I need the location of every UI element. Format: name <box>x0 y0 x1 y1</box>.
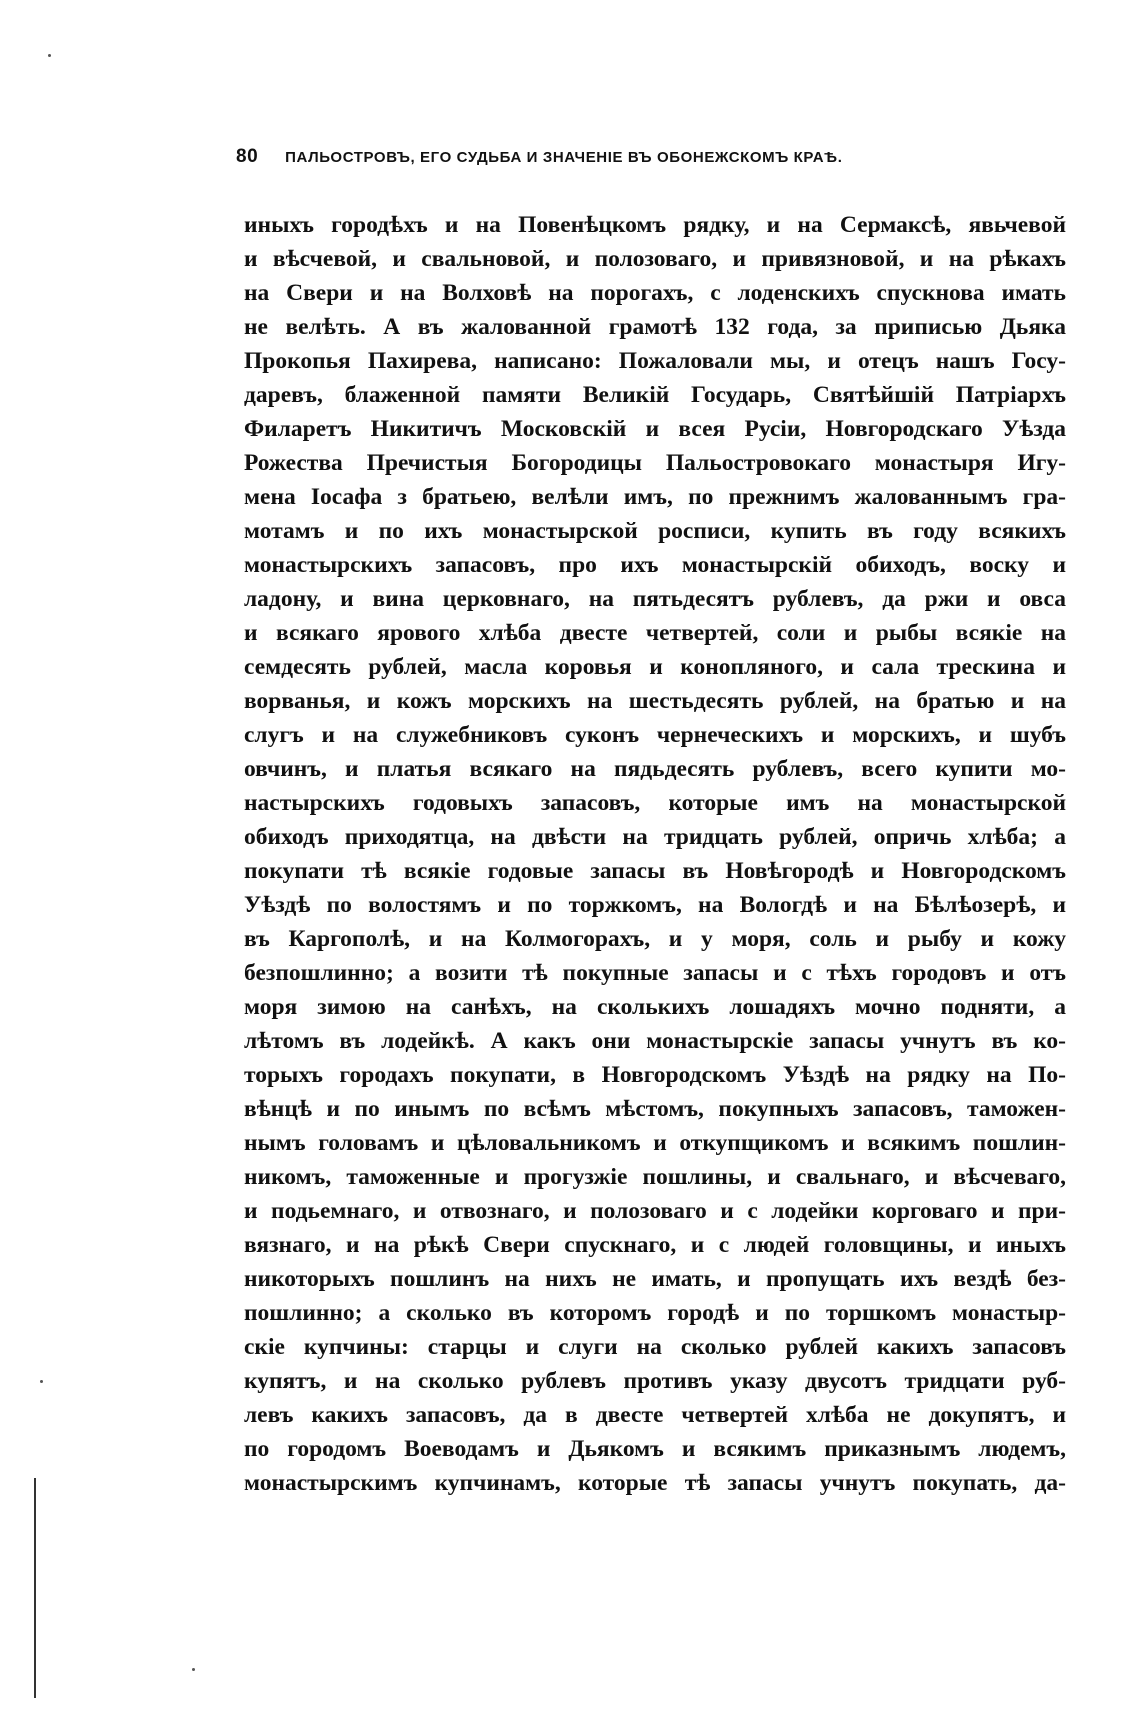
text-line: въ Каргополѣ, и на Колмогорахъ, и у моря, соль и рыбу и кожу <box>244 926 1066 952</box>
text-line: Уѣздѣ по волостямъ и по торжкомъ, на Вологдѣ и на Бѣлѣозерѣ, и <box>244 892 1066 918</box>
scan-margin-mark <box>34 1478 36 1698</box>
text-line: на Свери и на Волховѣ на порогахъ, с лоденскихъ спускнова имать <box>244 280 1066 306</box>
text-line: лѣтомъ въ лодейкѣ. А какъ они монастырскіе запасы учнутъ въ ко- <box>244 1028 1066 1054</box>
text-line: пошлинно; а сколько въ которомъ городѣ и по торшкомъ монастыр- <box>244 1300 1066 1326</box>
text-line: не велѣть. А въ жалованной грамотѣ 132 года, за приписью Дьяка <box>244 314 1066 340</box>
text-line: вязнаго, и на рѣкѣ Свери спускнаго, и с людей головщины, и иныхъ <box>244 1232 1066 1258</box>
scan-speck <box>40 1380 43 1383</box>
text-line: ладону, и вина церковнаго, на пятьдесятъ рублевъ, да ржи и овса <box>244 586 1066 612</box>
text-line: скіе купчины: старцы и слуги на сколько рублей какихъ запасовъ <box>244 1334 1066 1360</box>
text-line: и подьемнаго, и отвознаго, и полозоваго и с лодейки корговаго и при- <box>244 1198 1066 1224</box>
text-line: мена Іосафа з братьею, велѣли имъ, по прежнимъ жалованнымъ гра- <box>244 484 1066 510</box>
text-line: слугъ и на служебниковъ суконъ чернеческихъ и морскихъ, и шубъ <box>244 722 1066 748</box>
text-line: никомъ, таможенные и прогузжіе пошлины, и свальнаго, и вѣсчеваго, <box>244 1164 1066 1190</box>
text-line: безпошлинно; а возити тѣ покупные запасы и с тѣхъ городовъ и отъ <box>244 960 1066 986</box>
text-line: Филаретъ Никитичъ Московскій и всея Русіи, Новгородскаго Уѣзда <box>244 416 1066 442</box>
text-line: семдесять рублей, масла коровья и конопляного, и сала трескина и <box>244 654 1066 680</box>
text-line: овчинъ, и платья всякаго на пядьдесять рублевъ, всего купити мо- <box>244 756 1066 782</box>
scan-speck <box>192 1668 195 1671</box>
text-line: никоторыхъ пошлинъ на нихъ не имать, и пропущать ихъ вездѣ без- <box>244 1266 1066 1292</box>
text-line: настырскихъ годовыхъ запасовъ, которые имъ на монастырской <box>244 790 1066 816</box>
text-line: нымъ головамъ и цѣловальникомъ и откупщикомъ и всякимъ пошлин- <box>244 1130 1066 1156</box>
text-line: купятъ, и на сколько рублевъ противъ указу двусотъ тридцати руб- <box>244 1368 1066 1394</box>
running-head <box>236 146 1026 170</box>
text-line: левъ какихъ запасовъ, да в двесте четвертей хлѣба не докупятъ, и <box>244 1402 1066 1428</box>
text-line: торыхъ городахъ покупати, в Новгородскомъ Уѣздѣ на рядку на По- <box>244 1062 1066 1088</box>
text-line: ворванья, и кожъ морскихъ на шестьдесять рублей, на братью и на <box>244 688 1066 714</box>
text-line: обиходъ приходятца, на двѣсти на тридцать рублей, опричь хлѣба; а <box>244 824 1066 850</box>
text-line: и вѣсчевой, и свальновой, и полозоваго, и привязновой, и на рѣкахъ <box>244 246 1066 272</box>
text-line: даревъ, блаженной памяти Великій Государь, Святѣйшій Патріархъ <box>244 382 1066 408</box>
text-line: Прокопья Пахирева, написано: Пожаловали мы, и отецъ нашъ Госу- <box>244 348 1066 374</box>
text-line: вѣнцѣ и по инымъ по всѣмъ мѣстомъ, покупныхъ запасовъ, таможен- <box>244 1096 1066 1122</box>
text-line: монастырскихъ запасовъ, про ихъ монастырскій обиходъ, воску и <box>244 552 1066 578</box>
text-line: и всякаго ярового хлѣба двесте четвертей, соли и рыбы всякіе на <box>244 620 1066 646</box>
text-line: иныхъ городѣхъ и на Повенѣцкомъ рядку, и на Сермаксѣ, явьчевой <box>244 212 1066 238</box>
page-number: 80 <box>236 146 259 167</box>
text-line: покупати тѣ всякіе годовые запасы въ Новѣгородѣ и Новгородскомъ <box>244 858 1066 884</box>
text-line: моря зимою на санѣхъ, на сколькихъ лошадяхъ мочно подняти, а <box>244 994 1066 1020</box>
text-line: монастырскимъ купчинамъ, которые тѣ запасы учнутъ покупать, да- <box>244 1470 1066 1496</box>
text-line: Рожества Пречистыя Богородицы Пальостровокаго монастыря Игу- <box>244 450 1066 476</box>
running-head-title: ПАЛЬОСТРОВЪ, ЕГО СУДЬБА И ЗНАЧЕНІЕ ВЪ ОБОНЕЖСКОМЪ КРАѢ. <box>285 149 843 166</box>
text-line: мотамъ и по ихъ монастырской росписи, купить въ году всякихъ <box>244 518 1066 544</box>
scan-speck <box>48 54 51 57</box>
text-line: по городомъ Вoеводамъ и Дьякомъ и всякимъ приказнымъ людемъ, <box>244 1436 1066 1462</box>
body-text <box>244 208 1066 1500</box>
